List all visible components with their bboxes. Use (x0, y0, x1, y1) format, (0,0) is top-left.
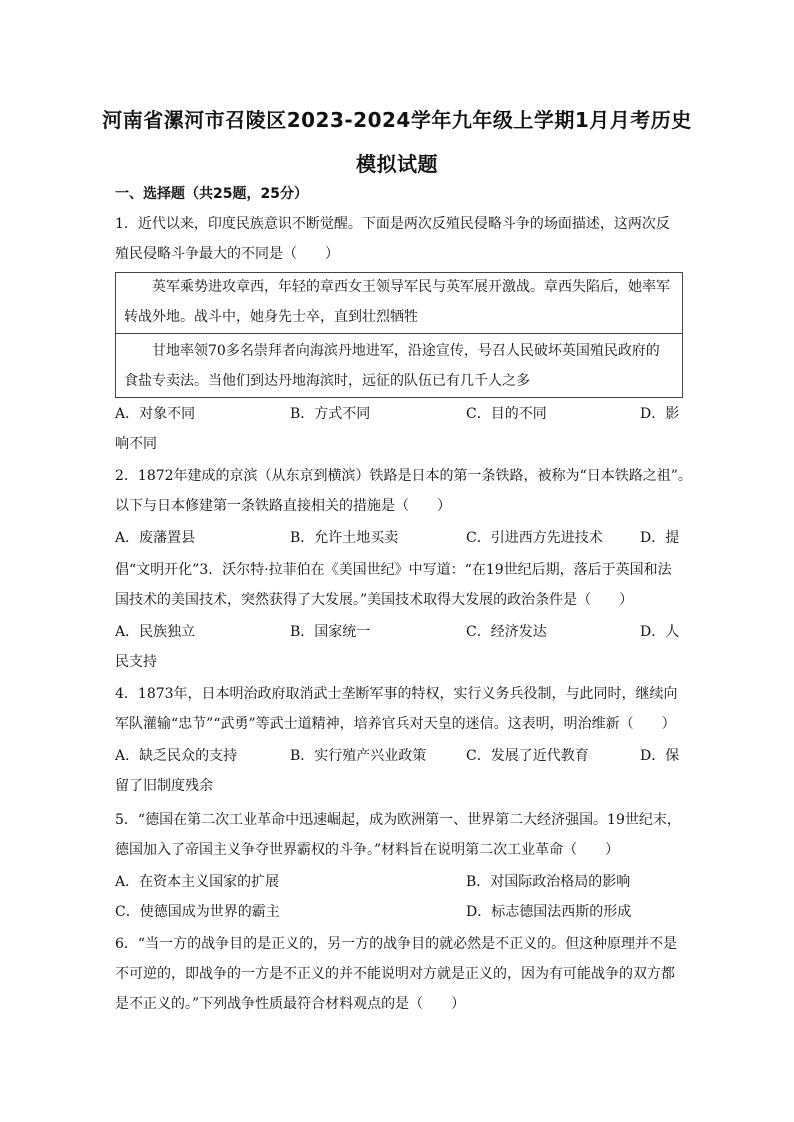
q5-stem-line1: 5．“德国在第二次工业革命中迅速崛起，成为欧洲第一、世界第二大经济强国。19世纪末， (115, 812, 681, 828)
q1-stem-line1: 1．近代以来，印度民族意识不断觉醒。下面是两次反殖民侵略斗争的场面描述，这两次反 (115, 216, 670, 232)
document-subtitle: 模拟试题 (356, 152, 438, 176)
document-title: 河南省漯河市召陵区2023-2024学年九年级上学期1月月考历史 (102, 108, 692, 132)
q2-option-d: D．提 (640, 530, 680, 546)
q5-option-c: C．使德国成为世界的霸主 (115, 904, 280, 920)
q2-option-a: A．废藩置县 (115, 530, 196, 546)
q2-option-c: C．引进西方先进技术 (466, 530, 603, 546)
q1-material1-line2: 转战外地。战斗中，她身先士卒，直到壮烈牺牲 (124, 309, 418, 325)
q1-option-d-cont: 响不同 (115, 436, 157, 452)
q4-option-d-cont: 留了旧制度残余 (115, 778, 213, 794)
q4-option-b: B．实行殖产兴业政策 (290, 748, 427, 764)
q1-option-c: C．目的不同 (466, 406, 547, 422)
q6-stem-line2: 不可逆的，即战争的一方是不正义的并不能说明对方就是正义的，因为有可能战争的双方都 (115, 966, 675, 982)
q6-stem-line1: 6．“当一方的战争目的是正义的，另一方的战争目的就必然是不正义的。但这种原理并不是 (115, 936, 678, 952)
q4-option-a: A．缺乏民众的支持 (115, 748, 238, 764)
q2-stem-line1: 2．1872年建成的京滨（从东京到横滨）铁路是日本的第一条铁路，被称为“日本铁路之祖”。 (115, 468, 692, 484)
q6-stem-line3: 是不正义的。”下列战争性质最符合材料观点的是（ ） (115, 996, 466, 1012)
q1-stem-line2: 殖民侵略斗争最大的不同是（ ） (115, 246, 339, 262)
q3-option-a: A．民族独立 (115, 624, 196, 640)
q3-option-d: D．人 (640, 624, 680, 640)
q4-stem-line2: 军队灌输“忠节”“武勇”等武士道精神，培养官兵对天皇的迷信。这表明，明治维新（ ） (115, 716, 676, 732)
q1-material2-line1: 甘地率领70多名崇拜者向海滨丹地进军，沿途宣传，号召人民破坏英国殖民政府的 (152, 343, 660, 359)
q5-option-d: D．标志德国法西斯的形成 (466, 904, 632, 920)
q5-option-a: A．在资本主义国家的扩展 (115, 874, 280, 890)
q1-option-b: B．方式不同 (290, 406, 371, 422)
q1-material-table (115, 272, 683, 398)
q1-material1-line1: 英军乘势进攻章西，年轻的章西女王领导军民与英军展开激战。章西失陷后，她率军 (152, 279, 670, 295)
section-heading: 一、选择题（共25题，25分） (115, 186, 308, 202)
q3-option-d-cont: 民支持 (115, 654, 157, 670)
q3-stem-line2: 国技术的美国技术，突然获得了大发展。”美国技术取得大发展的政治条件是（ ） (115, 592, 634, 608)
q2-option-d-cont: 倡“文明开化”3．沃尔特·拉菲伯在《美国世纪》中写道：“在19世纪后期，落后于英国和法 (115, 562, 672, 578)
q1-option-d: D．影 (640, 406, 680, 422)
q3-option-b: B．国家统一 (290, 624, 371, 640)
table-divider (116, 333, 682, 334)
q5-stem-line2: 德国加入了帝国主义争夺世界霸权的斗争。”材料旨在说明第二次工业革命（ ） (115, 842, 620, 858)
q1-material2-line2: 食盐专卖法。当他们到达丹地海滨时，远征的队伍已有几千人之多 (124, 373, 530, 389)
q4-stem-line1: 4．1873年，日本明治政府取消武士垄断军事的特权，实行义务兵役制，与此同时，继续向 (115, 686, 678, 702)
q3-option-c: C．经济发达 (466, 624, 547, 640)
q4-option-d: D．保 (640, 748, 680, 764)
q2-stem-line2: 以下与日本修建第一条铁路直接相关的措施是（ ） (115, 498, 451, 514)
q5-option-b: B．对国际政治格局的影响 (466, 874, 631, 890)
q1-option-a: A．对象不同 (115, 406, 196, 422)
q4-option-c: C．发展了近代教育 (466, 748, 589, 764)
q2-option-b: B．允许土地买卖 (290, 530, 399, 546)
